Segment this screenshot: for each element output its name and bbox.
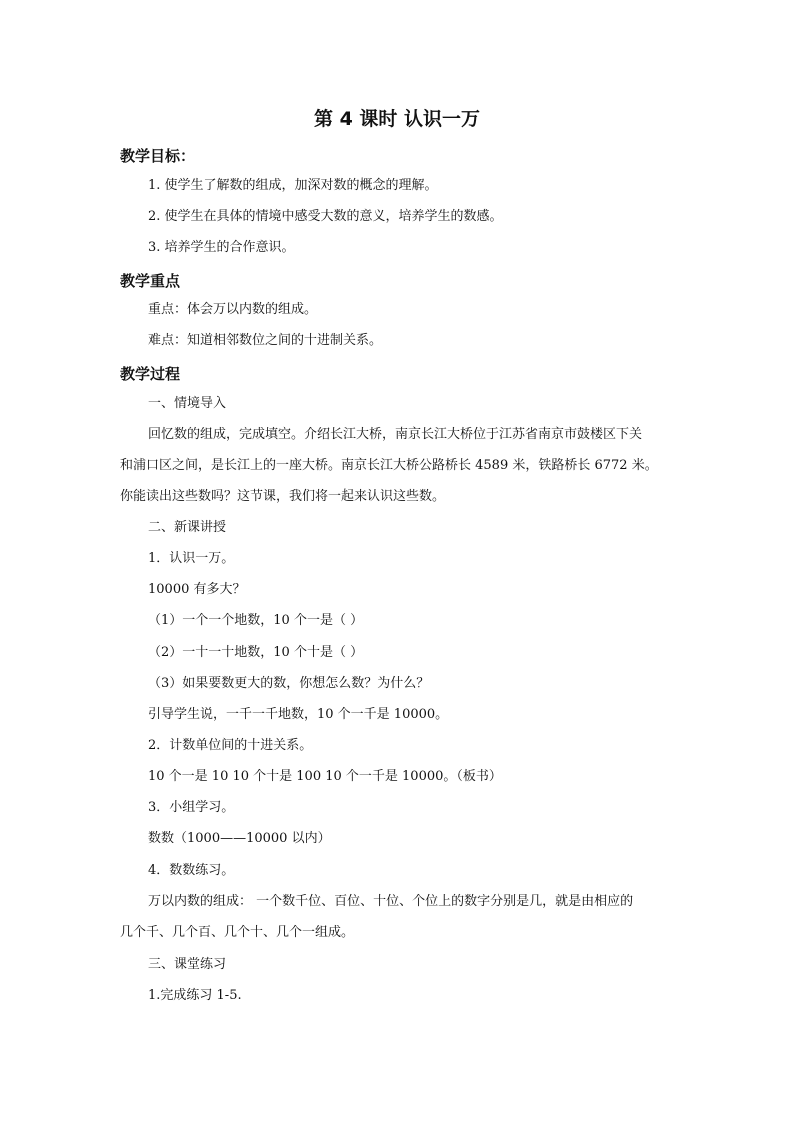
process-line-1: 一、情境导入 xyxy=(148,396,227,411)
process-line-8: （1）一个一个地数，10 个一是（ ） xyxy=(148,613,364,628)
process-line-13: 10 个一是 10 10 个十是 100 10 个一千是 10000。（板书） xyxy=(148,769,502,784)
process-line-16: 4．数数练习。 xyxy=(148,863,235,878)
key-point-item-1: 重点：体会万以内数的组成。 xyxy=(148,302,318,317)
process-line-12: 2．计数单位间的十进关系。 xyxy=(148,738,313,753)
key-point-item-2: 难点：知道相邻数位之间的十进制关系。 xyxy=(148,333,383,348)
process-line-15: 数数（1000——10000 以内） xyxy=(148,831,331,846)
process-line-7: 10000 有多大？ xyxy=(148,582,246,597)
process-line-6: 1．认识一万。 xyxy=(148,551,235,566)
process-line-14: 3．小组学习。 xyxy=(148,800,235,815)
page-title: 第 4 课时 认识一万 xyxy=(313,108,481,130)
process-line-9: （2）一十一十地数，10 个十是（ ） xyxy=(148,645,364,660)
process-line-11: 引导学生说，一千一千地数，10 个一千是 10000。 xyxy=(148,707,449,722)
process-line-5: 二、新课讲授 xyxy=(148,520,227,535)
process-line-2: 回忆数的组成，完成填空。介绍长江大桥，南京长江大桥位于江苏省南京市鼓楼区下关 xyxy=(148,427,643,442)
process-line-4: 你能读出这些数吗？这节课，我们将一起来认识这些数。 xyxy=(120,489,446,504)
process-line-17: 万以内数的组成： 一个数千位、百位、十位、个位上的数字分别是几，就是由相应的 xyxy=(148,894,634,909)
process-line-3: 和浦口区之间，是长江上的一座大桥。南京长江大桥公路桥长 4589 米，铁路桥长 6772 米。 xyxy=(120,458,658,473)
process-line-19: 三、课堂练习 xyxy=(148,957,227,972)
objective-item-2: 2. 使学生在具体的情境中感受大数的意义，培养学生的数感。 xyxy=(148,209,503,224)
process-line-10: （3）如果要数更大的数，你想怎么数？为什么？ xyxy=(148,676,430,691)
process-line-20: 1.完成练习 1-5. xyxy=(148,988,242,1003)
process-line-18: 几个千、几个百、几个十、几个一组成。 xyxy=(120,925,355,940)
objective-item-3: 3. 培养学生的合作意识。 xyxy=(148,240,295,255)
heading-objectives: 教学目标： xyxy=(120,147,196,165)
heading-key-points: 教学重点 xyxy=(120,272,181,290)
heading-process: 教学过程 xyxy=(120,365,181,383)
objective-item-1: 1. 使学生了解数的组成，加深对数的概念的理解。 xyxy=(148,178,438,193)
